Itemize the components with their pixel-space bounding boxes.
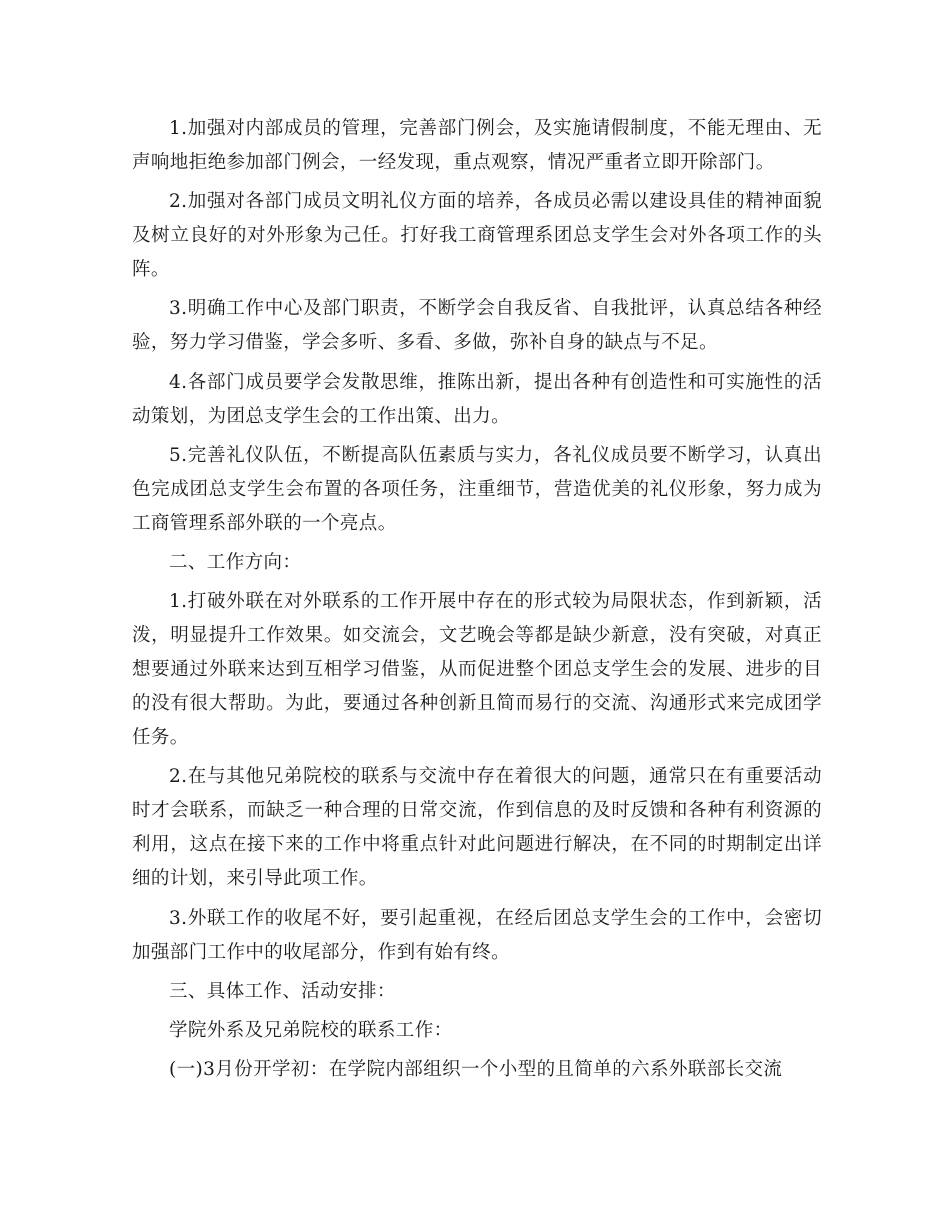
paragraph-12: (一)3月份开学初：在学院内部组织一个小型的且简单的六系外联部长交流 xyxy=(169,1059,783,1081)
paragraph-4: 4.各部门成员要学会发散思维，推陈出新，提出各种有创造性和可实施性的活动策划，为团总支学生会的工作出策、出力。 xyxy=(132,371,822,427)
paragraph-9: 3.外联工作的收尾不好，要引起重视，在经后团总支学生会的工作中，会密切加强部门工作中的收尾部分，作到有始有终。 xyxy=(132,907,822,963)
paragraph-7: 1.打破外联在对外联系的工作开展中存在的形式较为局限状态，作到新颖，活泼，明显提升工作效果。如交流会，文艺晚会等都是缺少新意，没有突破，对真正想要通过外联来达到互相学习借鉴，从而促进整个团总支学生会的发展、进步的目的没有很大帮助。为此，要通过各种创新且简而易行的交流、沟通形式来完成团学任务。 xyxy=(132,591,822,749)
paragraph-5: 5.完善礼仪队伍，不断提高队伍素质与实力，各礼仪成员要不断学习，认真出色完成团总支学生会布置的各项任务，注重细节，营造优美的礼仪形象，努力成为工商管理系部外联的一个亮点。 xyxy=(132,444,822,534)
section-heading-work-direction: 二、工作方向： xyxy=(169,551,302,573)
section-heading-activities: 三、具体工作、活动安排： xyxy=(169,980,396,1002)
paragraph-3: 3.明确工作中心及部门职责，不断学会自我反省、自我批评，认真总结各种经验，努力学习借鉴，学会多听、多看、多做，弥补自身的缺点与不足。 xyxy=(132,298,822,354)
paragraph-1: 1.加强对内部成员的管理，完善部门例会，及实施请假制度，不能无理由、无声响地拒绝参加部门例会，一经发现，重点观察，情况严重者立即开除部门。 xyxy=(132,118,822,173)
subsection-heading-liaison: 学院外系及兄弟院校的联系工作： xyxy=(169,1019,453,1041)
paragraph-2: 2.加强对各部门成员文明礼仪方面的培养，各成员必需以建设具佳的精神面貌及树立良好的对外形象为己任。打好我工商管理系团总支学生会对外各项工作的头阵。 xyxy=(132,191,822,281)
paragraph-8: 2.在与其他兄弟院校的联系与交流中存在着很大的问题，通常只在有重要活动时才会联系，而缺乏一种合理的日常交流，作到信息的及时反馈和各种有利资源的利用，这点在接下来的工作中将重点针对此问题进行解决，在不同的时期制定出详细的计划，来引导此项工作。 xyxy=(132,766,822,890)
document-body xyxy=(132,112,822,1092)
